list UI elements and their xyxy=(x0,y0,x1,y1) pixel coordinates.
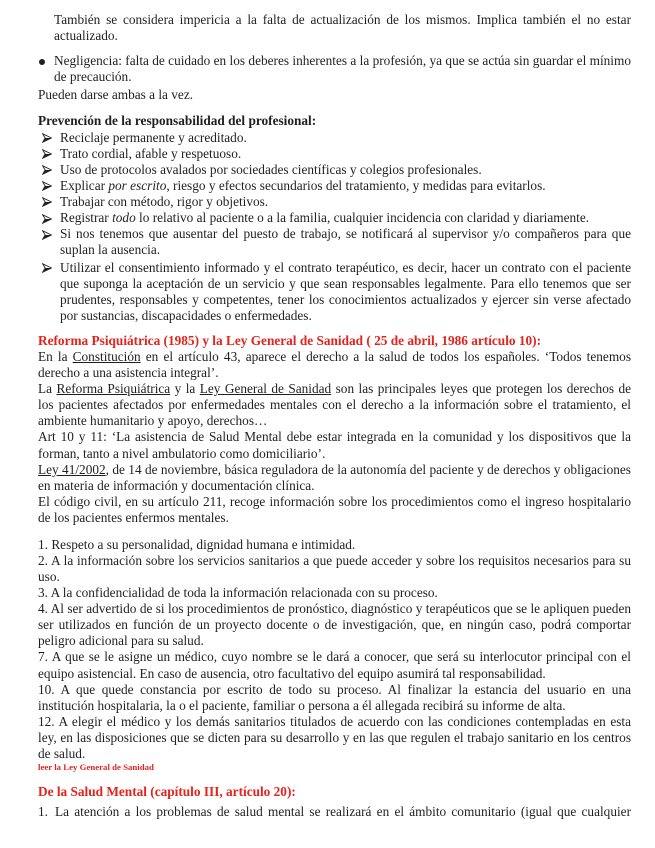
right-text: A que quede constancia por escrito de todo su proceso. Al finalizar la estancia del usuario en una institución hospitalaria, la o el paciente, familiar o persona a él allegada recibirá su informe de alta. xyxy=(38,681,631,713)
prevention-item-text: Si nos tenemos que ausentar del puesto de trabajo, se notificará al supervisor y/o compañeros para que suplan la ausencia. xyxy=(60,226,631,258)
right-item xyxy=(38,585,631,601)
right-item xyxy=(38,601,631,649)
right-item xyxy=(38,714,631,762)
ley-41-2002-paragraph xyxy=(38,462,631,494)
right-number: 4. xyxy=(38,601,48,617)
salud-mental-item xyxy=(38,804,631,820)
paragraph-text: y la xyxy=(170,381,200,397)
prevention-item-text: Trabajar con método, rigor y objetivos. xyxy=(60,193,269,209)
prevention-item xyxy=(38,210,631,226)
reforma-psiquiatrica-underlined: Reforma Psiquiátrica xyxy=(56,381,171,397)
impericia-continuation: También se considera impericia a la falta de actualización de los mismos. Implica también el no estar actualizado. xyxy=(54,12,631,44)
constitution-paragraph xyxy=(38,349,631,381)
arrowhead-bullet-icon xyxy=(42,230,52,240)
right-text: A elegir el médico y los demás sanitarios titulados de acuerdo con las condiciones contempladas en esta ley, en las disposiciones que se dicten para su desarrollo y en las que regulen el trabajo sanitario en los centros de salud. xyxy=(38,713,631,762)
right-number: 12. xyxy=(38,713,55,729)
right-number: 10. xyxy=(38,681,55,697)
paragraph-text: , de 14 de noviembre, básica reguladora de la autonomía del paciente y de derechos y obligaciones en materia de información y documentación clínica. xyxy=(38,461,631,493)
filled-circle-bullet-icon xyxy=(39,59,45,65)
arrowhead-bullet-icon xyxy=(42,165,52,175)
prevention-item-text: lo relativo al paciente o a la familia, cualquier incidencia con claridad y diariamente. xyxy=(135,210,590,226)
paragraph-text: En la xyxy=(38,348,73,364)
prevention-heading: Prevención de la responsabilidad del profesional: xyxy=(38,113,317,129)
salud-mental-heading: De la Salud Mental (capítulo III, artículo 20): xyxy=(38,783,296,799)
prevention-item-emphasis: todo xyxy=(112,210,136,226)
closing-sentence: Pueden darse ambas a la vez. xyxy=(38,87,194,103)
articles-paragraph: Art 10 y 11: ‘La asistencia de Salud Mental debe estar integrada en la comunidad y los dispositivos que la forman, tanto a nivel ambulatorio como domiciliario’. xyxy=(38,429,631,461)
negligence-text: Negligencia: falta de cuidado en los deberes inherentes a la profesión, ya que se actúa sin guardar el mínimo de precaución. xyxy=(54,53,631,85)
prevention-item xyxy=(38,226,631,258)
prevention-item-text: Uso de protocolos avalados por sociedades científicas y colegios profesionales. xyxy=(60,161,482,177)
prevention-item-text: , riesgo y efectos secundarios del tratamiento, y medidas para evitarlos. xyxy=(166,177,546,193)
salud-mental-item-text: La atención a los problemas de salud mental se realizará en el ámbito comunitario (igual que cualquier xyxy=(55,803,631,819)
constitution-underlined: Constitución xyxy=(72,348,141,364)
patient-rights-list xyxy=(38,537,631,762)
prevention-item xyxy=(38,178,631,194)
paragraph-text: en el artículo 43, aparece el derecho a la salud de todos los españoles. ‘Todos tenemos derecho a una asistencia integral’. xyxy=(38,348,631,381)
paragraph-text: La xyxy=(38,381,57,397)
right-number: 7. xyxy=(38,649,48,665)
reforma-heading: Reforma Psiquiátrica (1985) y la Ley General de Sanidad ( 25 de abril, 1986 artículo 10): xyxy=(38,332,542,348)
right-text: A la información sobre los servicios sanitarios a que puede acceder y sobre los requisitos necesarios para su uso. xyxy=(38,552,631,584)
right-text: Al ser advertido de si los procedimientos de pronóstico, diagnóstico y terapéuticos que se le apliquen pueden ser utilizados en función de un proyecto docente o de investigación, que, en ningún caso, podrá comportar peligro adicional para su salud. xyxy=(38,601,631,649)
prevention-item-text: Registrar xyxy=(60,210,113,226)
arrowhead-bullet-icon xyxy=(42,214,52,224)
laws-paragraph xyxy=(38,381,631,429)
negligence-bullet xyxy=(38,53,631,85)
right-item xyxy=(38,553,631,585)
salud-mental-item-number: 1. xyxy=(38,803,48,819)
prevention-item xyxy=(38,130,631,146)
arrowhead-bullet-icon xyxy=(42,133,52,143)
right-text: Respeto a su personalidad, dignidad humana e intimidad. xyxy=(51,536,356,552)
codigo-civil-paragraph: El código civil, en su artículo 211, recoge información sobre los procedimientos como el ingreso hospitalario de los pacientes enfermos mentales. xyxy=(38,493,631,525)
reading-note: leer la Ley General de Sanidad xyxy=(38,762,154,773)
right-text: A la confidencialidad de toda la información relacionada con su proceso. xyxy=(50,585,438,601)
right-item xyxy=(38,682,631,714)
prevention-item xyxy=(38,260,631,324)
paragraph-text: son las principales leyes que protegen los derechos de los pacientes afectados por enfermedades mentales con el derecho a la información sobre el tratamiento, el ambiente humanitario y apoyo, derechos… xyxy=(38,381,632,429)
prevention-item-text: Reciclaje permanente y acreditado. xyxy=(60,129,247,145)
prevention-item-text: Trato cordial, afable y respetuoso. xyxy=(60,145,242,161)
right-number: 3. xyxy=(38,585,48,601)
right-item xyxy=(38,649,631,681)
prevention-item-text: Explicar xyxy=(60,177,109,193)
ley-general-sanidad-underlined: Ley General de Sanidad xyxy=(199,381,332,397)
prevention-item-text: Utilizar el consentimiento informado y el contrato terapéutico, es decir, hacer un contrato con el paciente que suponga la aceptación de un servicio y que sean responsables legalmente. Para ello tenemos que ser prudentes, responsables y competentes, tener los conocimientos actualizados y ejercer sin verse afectado por sustancias, discapacidades o enfermedades. xyxy=(60,259,631,324)
right-number: 1. xyxy=(38,536,48,552)
arrowhead-bullet-icon xyxy=(42,197,52,207)
right-text: A que se le asigne un médico, cuyo nombre se le dará a conocer, que será su interlocutor principal con el equipo asistencial. En caso de ausencia, otro facultativo del equipo asumirá tal responsabilidad. xyxy=(38,649,631,681)
prevention-item-emphasis: por escrito xyxy=(108,177,167,193)
prevention-item xyxy=(38,162,631,178)
prevention-item xyxy=(38,194,631,210)
arrowhead-bullet-icon xyxy=(42,149,52,159)
arrowhead-bullet-icon xyxy=(42,181,52,191)
ley-41-2002-underlined: Ley 41/2002 xyxy=(38,461,106,477)
right-item xyxy=(38,537,631,553)
prevention-list xyxy=(38,130,631,325)
arrowhead-bullet-icon xyxy=(42,263,52,273)
right-number: 2. xyxy=(38,552,48,568)
prevention-item xyxy=(38,146,631,162)
